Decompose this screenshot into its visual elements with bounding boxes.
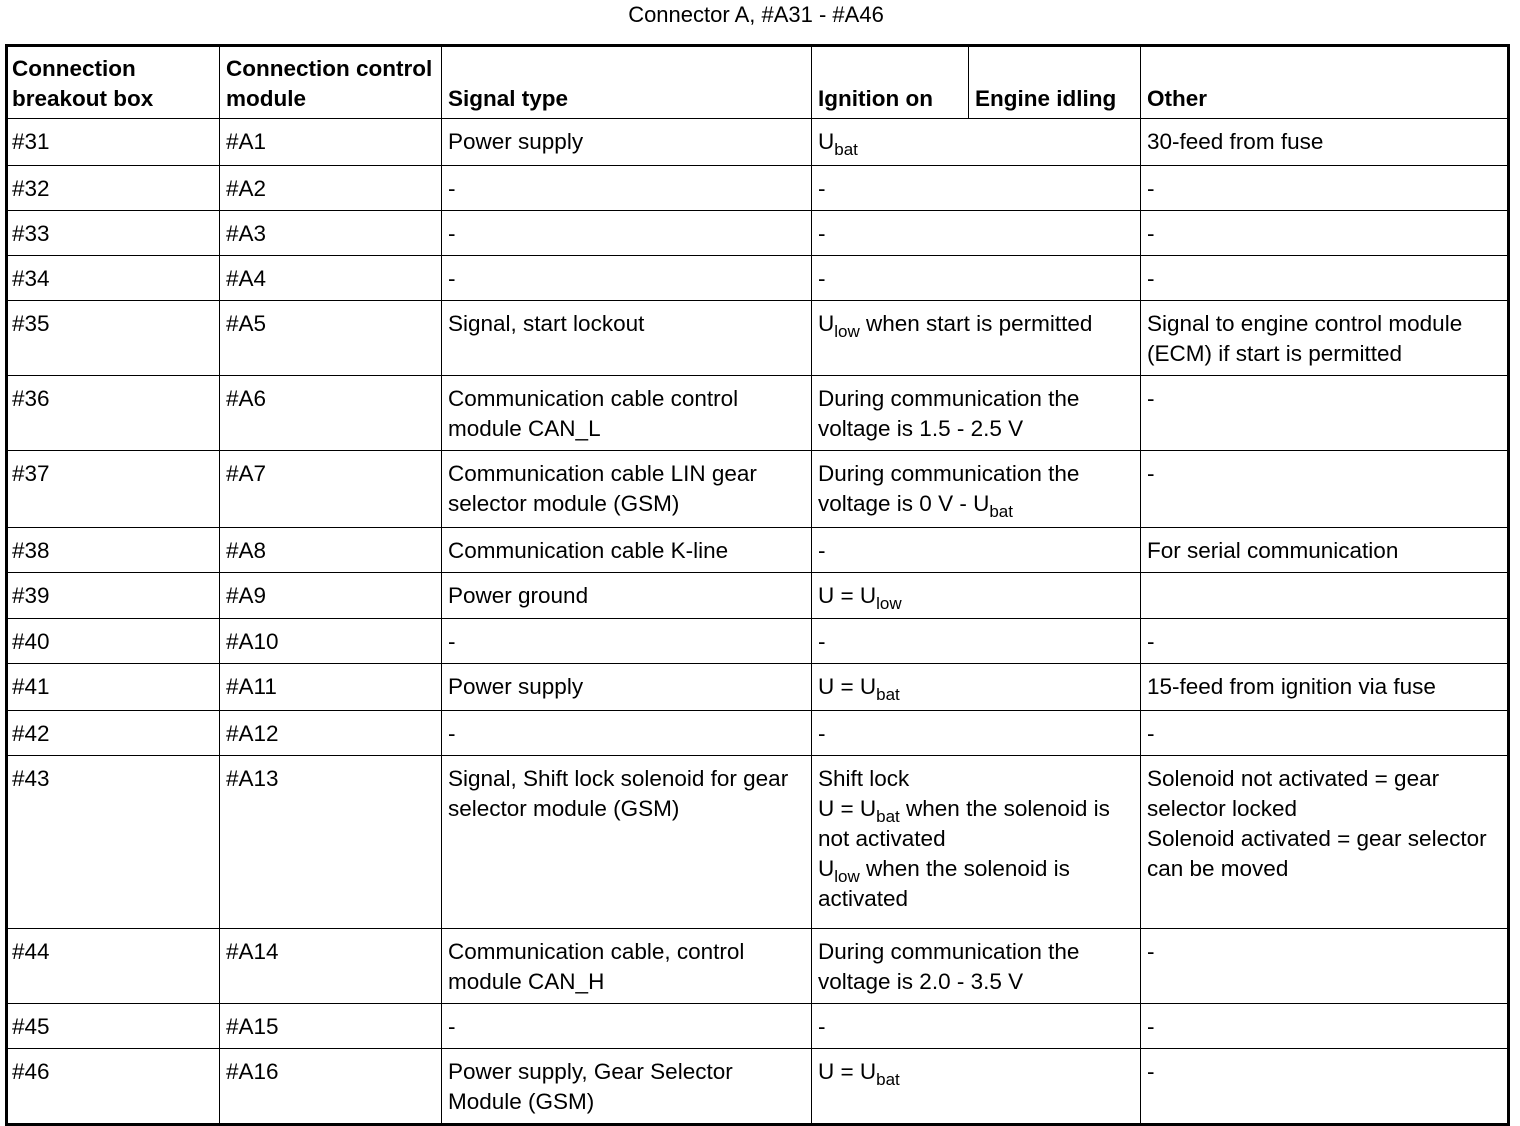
cell-breakout-box: #39	[7, 573, 220, 619]
cell-breakout-box: #34	[7, 256, 220, 301]
table-row	[7, 664, 1509, 711]
header-engine-idling: Engine idling	[969, 46, 1141, 119]
cell-measured-value: During communication the voltage is 1.5 - 2.5 V	[812, 376, 1141, 451]
cell-control-module: #A12	[220, 711, 442, 756]
cell-other: -	[1141, 1049, 1509, 1125]
cell-control-module: #A9	[220, 573, 442, 619]
cell-control-module: #A5	[220, 301, 442, 376]
cell-measured-value: -	[812, 528, 1141, 573]
cell-control-module: #A15	[220, 1004, 442, 1049]
cell-measured-value	[812, 756, 1141, 929]
cell-breakout-box: #43	[7, 756, 220, 929]
table-row	[7, 929, 1509, 1004]
cell-signal-type: -	[442, 256, 812, 301]
cell-signal-type: Power supply, Gear Selector Module (GSM)	[442, 1049, 812, 1125]
table-row	[7, 301, 1509, 376]
cell-signal-type: -	[442, 711, 812, 756]
cell-signal-type: -	[442, 619, 812, 664]
table-row	[7, 211, 1509, 256]
cell-breakout-box: #36	[7, 376, 220, 451]
header-ignition-on: Ignition on	[812, 46, 969, 119]
cell-signal-type: Communication cable LIN gear selector module (GSM)	[442, 451, 812, 528]
cell-measured-value: $U = U_{bat}$	[812, 1049, 1141, 1125]
table-row	[7, 119, 1509, 166]
cell-other: -	[1141, 619, 1509, 664]
cell-measured-value: $U_{bat}$	[812, 119, 1141, 166]
header-row	[7, 46, 1509, 119]
table-row	[7, 451, 1509, 528]
shift-lock-title: Shift lock	[818, 766, 910, 791]
cell-breakout-box: #45	[7, 1004, 220, 1049]
cell-other: For serial communication	[1141, 528, 1509, 573]
cell-other: -	[1141, 1004, 1509, 1049]
cell-control-module: #A4	[220, 256, 442, 301]
header-control-module: Connection control module	[220, 46, 442, 119]
table-row	[7, 528, 1509, 573]
cell-other: -	[1141, 211, 1509, 256]
cell-breakout-box: #32	[7, 166, 220, 211]
cell-breakout-box: #44	[7, 929, 220, 1004]
cell-control-module: #A7	[220, 451, 442, 528]
cell-other: -	[1141, 929, 1509, 1004]
shift-lock-activated: $U_{low}$ when the solenoid is activated	[818, 856, 1070, 911]
cell-control-module: #A6	[220, 376, 442, 451]
cell-other	[1141, 573, 1509, 619]
cell-signal-type: Power supply	[442, 664, 812, 711]
page-title: Connector A, #A31 - #A46	[628, 2, 884, 27]
cell-other: 15-feed from ignition via fuse	[1141, 664, 1509, 711]
cell-signal-type: -	[442, 166, 812, 211]
cell-measured-value: -	[812, 619, 1141, 664]
cell-breakout-box: #35	[7, 301, 220, 376]
cell-measured-value: During communication the voltage is 0 V - $U_{bat}$	[812, 451, 1141, 528]
table-row	[7, 619, 1509, 664]
cell-signal-type: -	[442, 211, 812, 256]
header-signal-type: Signal type	[442, 46, 812, 119]
cell-measured-value: $U_{low}$ when start is permitted	[812, 301, 1141, 376]
cell-breakout-box: #41	[7, 664, 220, 711]
table-row	[7, 711, 1509, 756]
cell-signal-type: Communication cable K-line	[442, 528, 812, 573]
header-breakout-box: Connection breakout box	[7, 46, 220, 119]
cell-other: -	[1141, 256, 1509, 301]
cell-measured-value: During communication the voltage is 2.0 - 3.5 V	[812, 929, 1141, 1004]
cell-measured-value: -	[812, 711, 1141, 756]
cell-signal-type: Communication cable, control module CAN_H	[442, 929, 812, 1004]
cell-other: Signal to engine control module (ECM) if start is permitted	[1141, 301, 1509, 376]
cell-control-module: #A16	[220, 1049, 442, 1125]
table-row	[7, 1004, 1509, 1049]
cell-control-module: #A1	[220, 119, 442, 166]
cell-breakout-box: #33	[7, 211, 220, 256]
cell-control-module: #A3	[220, 211, 442, 256]
cell-measured-value: $U = U_{low}$	[812, 573, 1141, 619]
cell-other: Solenoid not activated = gear selector locked Solenoid activated = gear selector can be moved	[1141, 756, 1509, 929]
cell-control-module: #A14	[220, 929, 442, 1004]
cell-signal-type: Communication cable control module CAN_L	[442, 376, 812, 451]
cell-other: -	[1141, 711, 1509, 756]
cell-breakout-box: #40	[7, 619, 220, 664]
cell-control-module: #A10	[220, 619, 442, 664]
cell-other: -	[1141, 376, 1509, 451]
cell-measured-value: -	[812, 211, 1141, 256]
cell-breakout-box: #42	[7, 711, 220, 756]
cell-signal-type: Signal, Shift lock solenoid for gear selector module (GSM)	[442, 756, 812, 929]
cell-signal-type: Power ground	[442, 573, 812, 619]
pin-table	[5, 44, 1510, 1126]
cell-other: -	[1141, 166, 1509, 211]
cell-other: -	[1141, 451, 1509, 528]
cell-control-module: #A13	[220, 756, 442, 929]
cell-control-module: #A11	[220, 664, 442, 711]
cell-measured-value: $U = U_{bat}$	[812, 664, 1141, 711]
cell-measured-value: -	[812, 166, 1141, 211]
cell-breakout-box: #38	[7, 528, 220, 573]
shift-lock-not-activated: $U = U_{bat}$ when the solenoid is not activated	[818, 796, 1110, 851]
table-row	[7, 376, 1509, 451]
table-row	[7, 1049, 1509, 1125]
cell-measured-value: -	[812, 256, 1141, 301]
cell-signal-type: Signal, start lockout	[442, 301, 812, 376]
cell-control-module: #A8	[220, 528, 442, 573]
table-row	[7, 756, 1509, 929]
cell-breakout-box: #37	[7, 451, 220, 528]
table-row	[7, 573, 1509, 619]
cell-signal-type: Power supply	[442, 119, 812, 166]
table-row	[7, 256, 1509, 301]
cell-signal-type: -	[442, 1004, 812, 1049]
cell-control-module: #A2	[220, 166, 442, 211]
cell-measured-value: -	[812, 1004, 1141, 1049]
cell-breakout-box: #31	[7, 119, 220, 166]
cell-other: 30-feed from fuse	[1141, 119, 1509, 166]
cell-breakout-box: #46	[7, 1049, 220, 1125]
header-other: Other	[1141, 46, 1509, 119]
table-row	[7, 166, 1509, 211]
